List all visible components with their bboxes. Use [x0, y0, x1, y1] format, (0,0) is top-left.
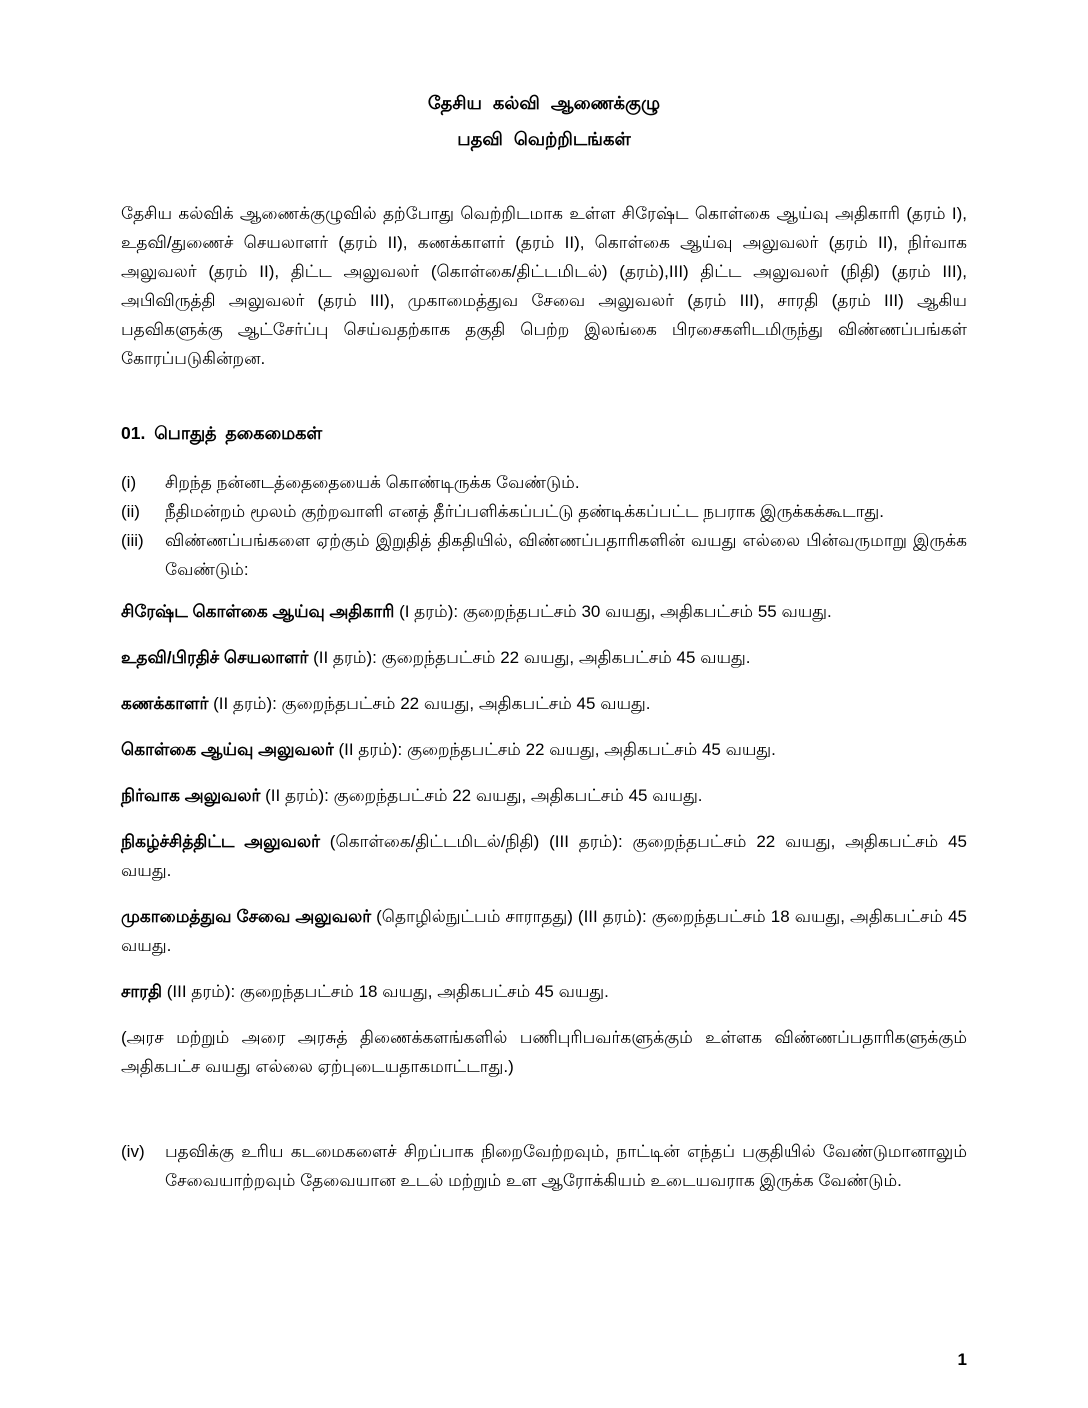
position-title: கொள்கை ஆய்வு அலுவலர்	[121, 740, 334, 759]
age-limit-note: (அரச மற்றும் அரை அரசுத் திணைக்களங்களில் பணிபுரிபவர்களுக்கும் உள்ளக விண்ணப்பதாரிகளுக்கும் அதிகபட்ச வயது எல்லை ஏற்புடையதாகமாட்டாது.)	[121, 1028, 967, 1076]
general-qualifications-list	[121, 468, 967, 584]
list-item-text: விண்ணப்பங்களை ஏற்கும் இறுதித் திகதியில், விண்ணப்பதாரிகளின் வயது எல்லை பின்வருமாறு இருக்க வேண்டும்:	[165, 531, 967, 579]
page-number: 1	[957, 1350, 967, 1369]
position-details: (III தரம்): குறைந்தபட்சம் 18 வயது, அதிகபட்சம் 45 வயது.	[162, 982, 609, 1001]
position-title: சிரேஷ்ட கொள்கை ஆய்வு அதிகாரி	[121, 602, 395, 621]
position-title: கணக்காளர்	[121, 694, 209, 713]
list-item-iv	[121, 1137, 967, 1195]
list-item	[121, 497, 967, 526]
document-subtitle: பதவி வெற்றிடங்கள்	[457, 129, 631, 149]
position-details: (II தரம்): குறைந்தபட்சம் 22 வயது, அதிகபட்சம் 45 வயது.	[308, 648, 751, 667]
position-entry	[121, 977, 967, 1006]
list-item	[121, 526, 967, 584]
section-heading: 01. பொதுத் தகைமைகள்	[121, 423, 323, 443]
position-details: (தொழில்நுட்பம் சாராதது) (III தரம்): குறைந்தபட்சம் 18 வயது, அதிகபட்சம் 45 வயது.	[121, 907, 967, 955]
position-entry	[121, 902, 967, 960]
position-title: நிர்வாக அலுவலர்	[121, 786, 261, 805]
list-item-marker: (ii)	[121, 502, 140, 521]
position-title: நிகழ்ச்சித்திட்ட அலுவலர்	[121, 832, 320, 851]
position-age-limits	[121, 597, 967, 1006]
list-item-marker: (i)	[121, 473, 137, 492]
position-title: சாரதி	[121, 982, 163, 1001]
position-title: முகாமைத்துவ சேவை அலுவலர்	[121, 907, 372, 926]
intro-paragraph: தேசிய கல்விக் ஆணைக்குழுவில் தற்போது வெற்றிடமாக உள்ள சிரேஷ்ட கொள்கை ஆய்வு அதிகாரி (தரம் I), உதவி/துணைச் செயலாளர் (தரம் II), கணக்காளர் (தரம் II), கொள்கை ஆய்வு அலுவலர் (தரம் II), நிர்வாக அலுவலர் (தரம் II), திட்ட அலுவலர் (கொள்கை/திட்டமிடல்) (தரம்),III) திட்ட அலுவலர் (நிதி) (தரம் III), அபிவிருத்தி அலுவலர் (தரம் III), முகாமைத்துவ சேவை அலுவலர் (தரம் III), சாரதி (தரம் III) ஆகிய பதவிகளுக்கு ஆட்சேர்ப்பு செய்வதற்காக தகுதி பெற்ற இலங்கை பிரசைகளிடமிருந்து விண்ணப்பங்கள் கோரப்படுகின்றன.	[121, 204, 967, 368]
document-title: தேசிய கல்வி ஆணைக்குழு	[427, 93, 661, 113]
position-details: (II தரம்): குறைந்தபட்சம் 22 வயது, அதிகபட்சம் 45 வயது.	[260, 786, 703, 805]
position-entry	[121, 643, 967, 672]
list-item-marker: (iv)	[121, 1142, 145, 1161]
list-item-text: சிறந்த நன்னடத்தைதையைக் கொண்டிருக்க வேண்டும்.	[165, 473, 580, 492]
position-details: (II தரம்): குறைந்தபட்சம் 22 வயது, அதிகபட்சம் 45 வயது.	[333, 740, 776, 759]
position-entry	[121, 597, 967, 626]
list-item-text: நீதிமன்றம் மூலம் குற்றவாளி எனத் தீர்ப்பளிக்கப்பட்டு தண்டிக்கப்பட்ட நபராக இருக்கக்கூடாது.	[165, 502, 884, 521]
position-entry	[121, 781, 967, 810]
position-entry	[121, 689, 967, 718]
position-entry	[121, 827, 967, 885]
position-details: (II தரம்): குறைந்தபட்சம் 22 வயது, அதிகபட்சம் 45 வயது.	[208, 694, 651, 713]
position-details: (கொள்கை/திட்டமிடல்/நிதி) (III தரம்): குறைந்தபட்சம் 22 வயது, அதிகபட்சம் 45 வயது.	[121, 832, 967, 880]
position-entry	[121, 735, 967, 764]
list-item-marker: (iii)	[121, 531, 144, 550]
position-details: (I தரம்): குறைந்தபட்சம் 30 வயது, அதிகபட்சம் 55 வயது.	[394, 602, 832, 621]
list-item	[121, 468, 967, 497]
list-item-text: பதவிக்கு உரிய கடமைகளைச் சிறப்பாக நிறைவேற்றவும், நாட்டின் எந்தப் பகுதியில் வேண்டுமானாலும் சேவையாற்றவும் தேவையான உடல் மற்றும் உள ஆரோக்கியம் உடையவராக இருக்க வேண்டும்.	[165, 1142, 967, 1190]
position-title: உதவி/பிரதிச் செயலாளர்	[121, 648, 309, 667]
